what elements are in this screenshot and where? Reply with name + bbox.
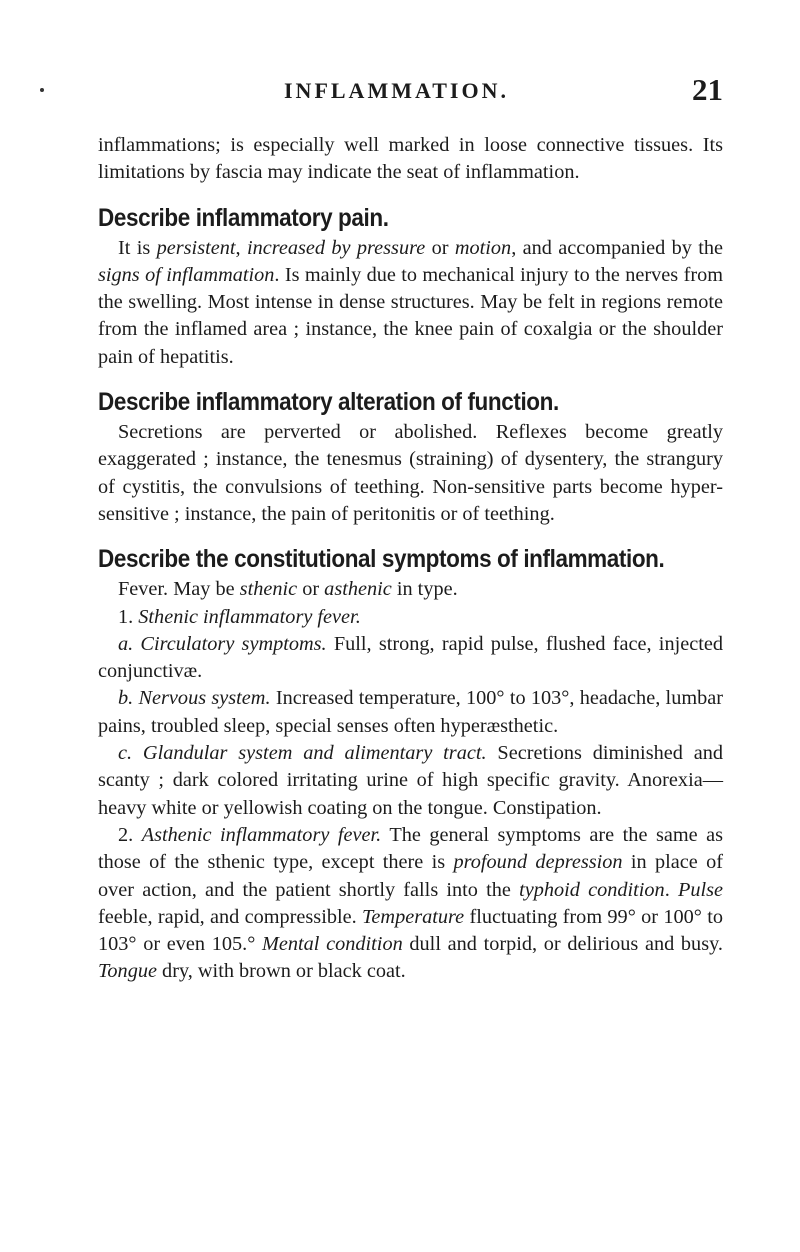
text-run: dull and torpid, or delirious and busy.: [402, 933, 723, 956]
paragraph: [98, 822, 723, 986]
text-run: in type.: [391, 578, 458, 601]
text-run: in place of over action, and the patient shortly falls into the: [98, 851, 723, 901]
text-run: The general symptoms are the same as those of the sthenic type, except there is: [98, 823, 724, 874]
italic-text-run: persistent: [156, 236, 236, 259]
text-run: dry, with brown or black coat.: [156, 960, 406, 983]
text-run: Full, strong, rapid pulse, flushed face, injected conjunctivæ.: [98, 632, 723, 683]
running-header: [98, 74, 723, 114]
text-run: Secretions are perverted or abolished. Reflexes become greatly exaggerated ; instance, the tenesmus (straining) of dysentery, the strangury of cystitis, the convulsions of teething. Non-sensitive parts become hyper-sensitive ; instance, the pain of peritonitis or of teething.: [98, 421, 723, 525]
margin-dot: [40, 88, 44, 92]
text-run: 1.: [118, 605, 139, 628]
paragraph: [98, 740, 723, 822]
paragraph: [98, 685, 723, 740]
italic-text-run: Pulse: [677, 878, 723, 901]
paragraph: [98, 132, 723, 187]
paragraph: [98, 235, 723, 371]
running-title: INFLAMMATION.: [284, 78, 509, 103]
paragraph: [98, 604, 723, 631]
italic-text-run: c. Glandular system and alimentary tract.: [118, 742, 487, 765]
text-run: Increased temperature, 100° to 103°, headache, lumbar pains, troubled sleep, special senses often hyperæsthetic.: [98, 687, 724, 737]
text-run: ,: [235, 236, 247, 259]
text-run: 2.: [118, 823, 142, 846]
italic-text-run: profound depression: [453, 851, 623, 874]
paragraph: [98, 419, 723, 528]
italic-text-run: b. Nervous system.: [118, 687, 271, 710]
text-run: or: [425, 236, 455, 259]
section-heading: Describe the constitutional symptoms of inflammation.: [98, 544, 665, 573]
italic-text-run: Temperature: [362, 905, 465, 928]
book-page: [98, 74, 723, 986]
italic-text-run: asthenic: [324, 578, 392, 601]
italic-text-run: sthenic: [239, 578, 298, 601]
text-run: Secretions diminished and scanty ; dark colored irritating urine of high specific gravity. Anorexia—heavy white or yellowish coating on the tongue. Constipation.: [98, 742, 724, 819]
section-heading: Describe inflammatory pain.: [98, 203, 389, 232]
paragraph: [98, 631, 723, 686]
text-run: . Is mainly due to mechanical injury to the nerves from the swelling. Most intense in dense structures. May be felt in regions remote from the inflamed area ; instance, the knee pain of coxalgia or the shoulder pain of hepatitis.: [98, 263, 723, 368]
italic-text-run: Asthenic inflammatory fever.: [141, 823, 382, 846]
page-body: [98, 132, 723, 986]
text-run: Fever. May be: [118, 578, 240, 601]
italic-text-run: a. Circulatory symptoms.: [118, 632, 327, 655]
italic-text-run: motion: [454, 236, 512, 259]
italic-text-run: Tongue: [98, 960, 157, 983]
text-run: feeble, rapid, and compressible.: [98, 905, 362, 928]
text-run: It is: [118, 236, 157, 259]
italic-text-run: signs of inflammation: [98, 263, 275, 286]
italic-text-run: Mental condition: [262, 933, 403, 956]
italic-text-run: Sthenic inflammatory fever.: [138, 605, 361, 628]
text-run: , and accompanied by the: [511, 236, 723, 259]
text-run: .: [664, 878, 678, 901]
section-heading: Describe inflammatory alteration of function.: [98, 387, 559, 416]
italic-text-run: increased by pressure: [246, 236, 426, 259]
paragraph: [98, 576, 723, 603]
italic-text-run: typhoid condition: [519, 878, 665, 901]
text-run: inflammations; is especially well marked in loose connective tissues. Its limitations by fascia may indicate the seat of inflammation.: [98, 134, 723, 184]
text-run: fluctuating from 99° or 100° to 103° or even 105.°: [98, 905, 723, 956]
text-run: or: [297, 578, 325, 601]
page-number: 21: [692, 72, 723, 107]
